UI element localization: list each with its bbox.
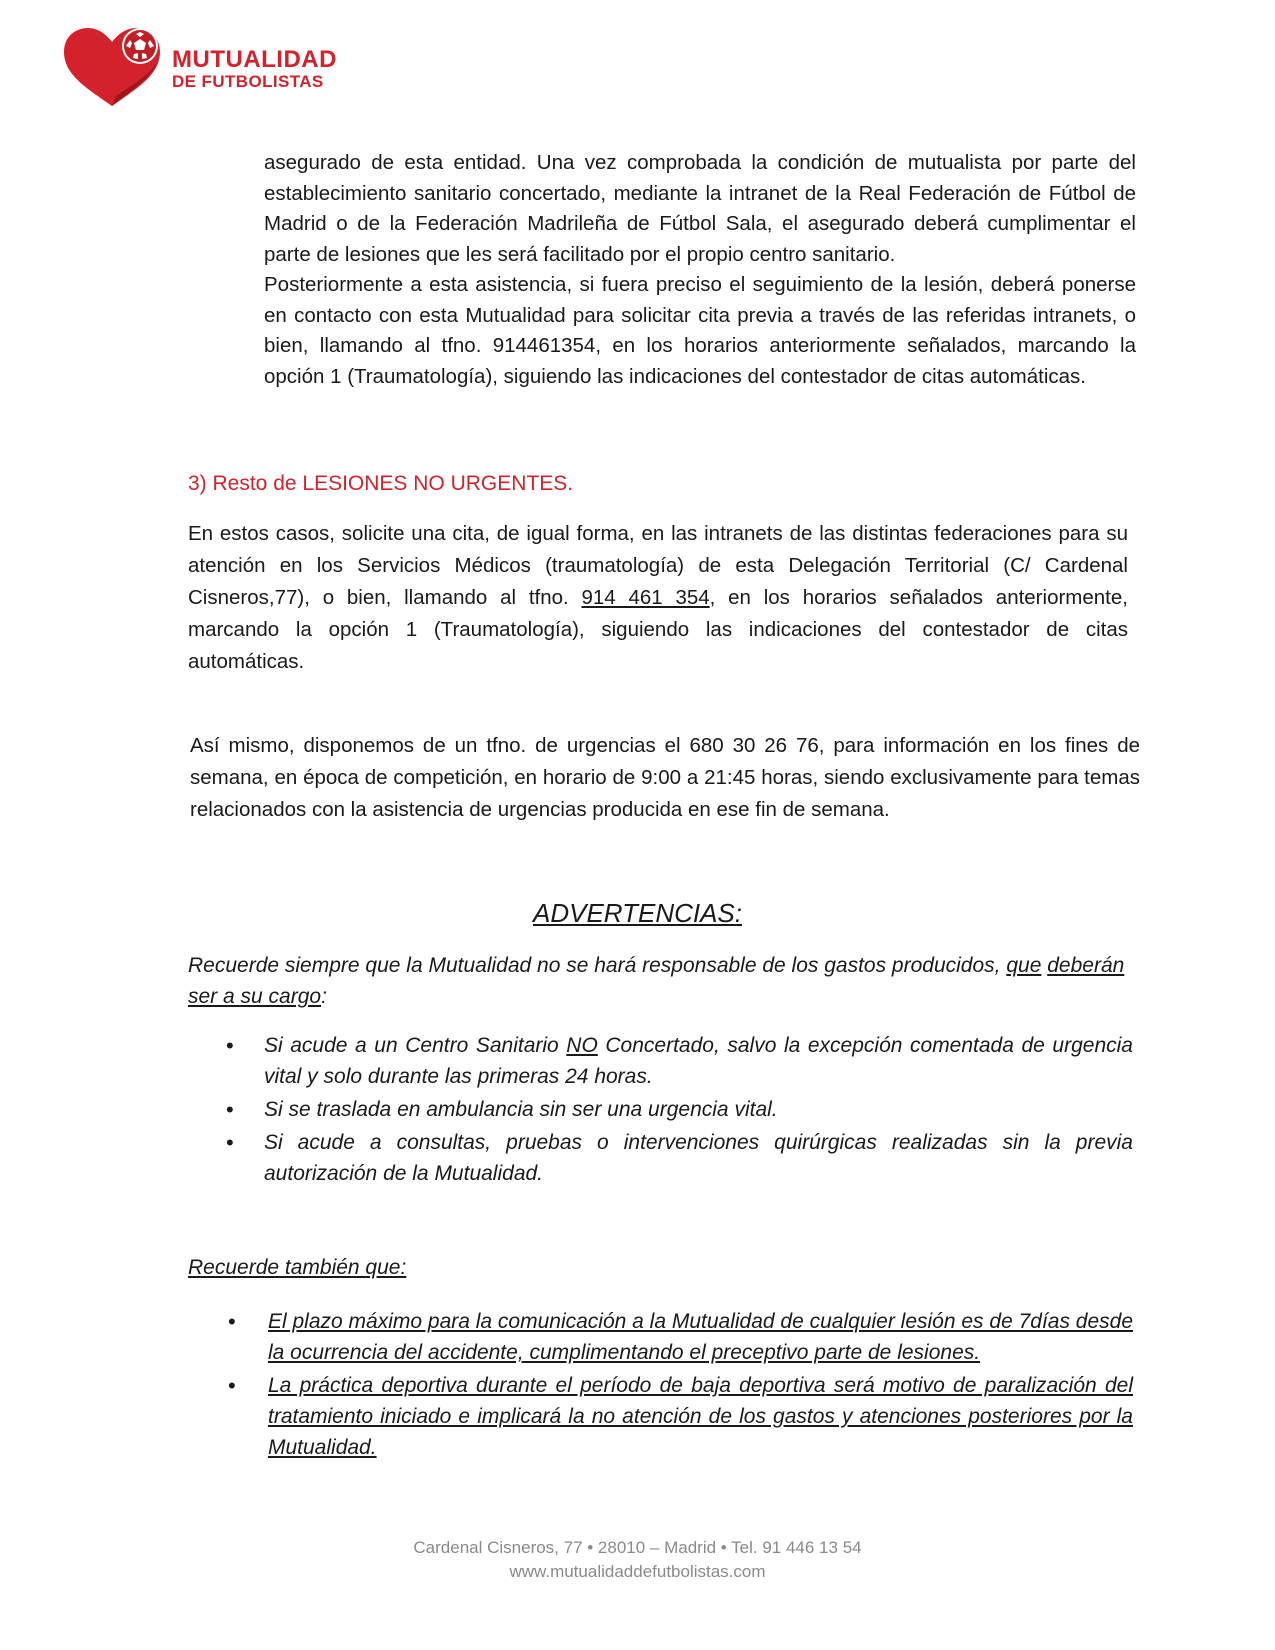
footer-address: Cardenal Cisneros, 77 • 28010 – Madrid • Tel. 91 446 13 54 — [413, 1538, 862, 1557]
paragraph: asegurado de esta entidad. Una vez comprobada la condición de mutualista por parte del establecimiento sanitario concertado, mediante la intranet de la Real Federación de Fútbol de Madrid o de la Federación Madrileña de Fútbol Sala, el asegurado deberá cumplimentar el parte de lesiones que les será facilitado por el propio centro sanitario. — [264, 151, 1136, 266]
warnings-list — [188, 1030, 1133, 1191]
logo-wordmark — [172, 48, 337, 90]
paragraph: Así mismo, disponemos de un tfno. de urgencias el 680 30 26 76, para información en los fines de semana, en época de competición, en horario de 9:00 a 21:45 horas, siendo exclusivamente para temas relacionados con la asistencia de urgencias producida en ese fin de semana. — [190, 734, 1140, 821]
reminders-title: Recuerde también que: — [188, 1256, 407, 1279]
footer-website[interactable]: www.mutualidaddefutbolistas.com — [509, 1562, 766, 1581]
logo — [60, 24, 360, 110]
list-item: • Si se traslada en ambulancia sin ser una urgencia vital. — [188, 1094, 1133, 1125]
logo-line-1: MUTUALIDAD — [172, 46, 337, 73]
underlined-text: NO — [566, 1034, 598, 1057]
logo-line-2: DE FUTBOLISTAS — [172, 72, 324, 91]
text: En estos casos, solicite una cita, de igual forma, en las intranets de las distintas federaciones para su atención en los Servicios Médicos (traumatología) de esta Delegación Territorial (C/ Cardenal Cisneros,77), o bien, llamando al tfno. — [188, 522, 1128, 609]
list-item: • Si acude a consultas, pruebas o intervenciones quirúrgicas realizadas sin la previa autorización de la Mutualidad. — [188, 1127, 1133, 1189]
section-2-continuation — [264, 148, 1136, 392]
urgencias-paragraph — [190, 730, 1140, 826]
heart-football-icon — [60, 24, 166, 110]
list-item: • El plazo máximo para la comunicación a la Mutualidad de cualquier lesión es de 7días desde la ocurrencia del accidente, cumplimentando el preceptivo parte de lesiones. — [188, 1306, 1133, 1368]
text: : — [321, 985, 327, 1008]
text: Si acude a un Centro Sanitario — [264, 1034, 567, 1057]
underlined-text: deberán ser a su cargo — [188, 954, 1125, 1008]
underlined-text: que — [1006, 954, 1042, 977]
paragraph — [188, 518, 1128, 678]
phone-link[interactable]: 914 461 354 — [581, 586, 710, 609]
reminders-list — [188, 1306, 1133, 1465]
list-item: • La práctica deportiva durante el período de baja deportiva será motivo de paralización del tratamiento iniciado e implicará la no atención de los gastos y atenciones posteriores por la Mutualidad. — [188, 1370, 1133, 1463]
warnings-title: ADVERTENCIAS: — [532, 898, 742, 928]
section-3-body — [188, 518, 1128, 678]
warnings-intro — [188, 950, 1133, 1012]
text: Concertado, salvo la excepción comentada de urgencia vital y solo durante las primeras 24 horas. — [264, 1034, 1133, 1088]
paragraph: Posteriormente a esta asistencia, si fuera preciso el seguimiento de la lesión, deberá ponerse en contacto con esta Mutualidad para solicitar cita previa a través de las referidas intranets, o bien, llamando al tfno. 914461354, en los horarios anteriormente señalados, marcando la opción 1 (Traumatología), siguiendo las indicaciones del contestador de citas automáticas. — [264, 273, 1136, 388]
footer — [0, 1536, 1275, 1584]
section-3-heading: 3) Resto de LESIONES NO URGENTES. — [188, 472, 574, 495]
text: Recuerde siempre que la Mutualidad no se hará responsable de los gastos producidos, — [188, 954, 1007, 977]
list-item — [188, 1030, 1133, 1092]
text: , en los horarios señalados anteriormente, marcando la opción 1 (Traumatología), siguiendo las indicaciones del contestador de citas automáticas. — [188, 586, 1128, 673]
